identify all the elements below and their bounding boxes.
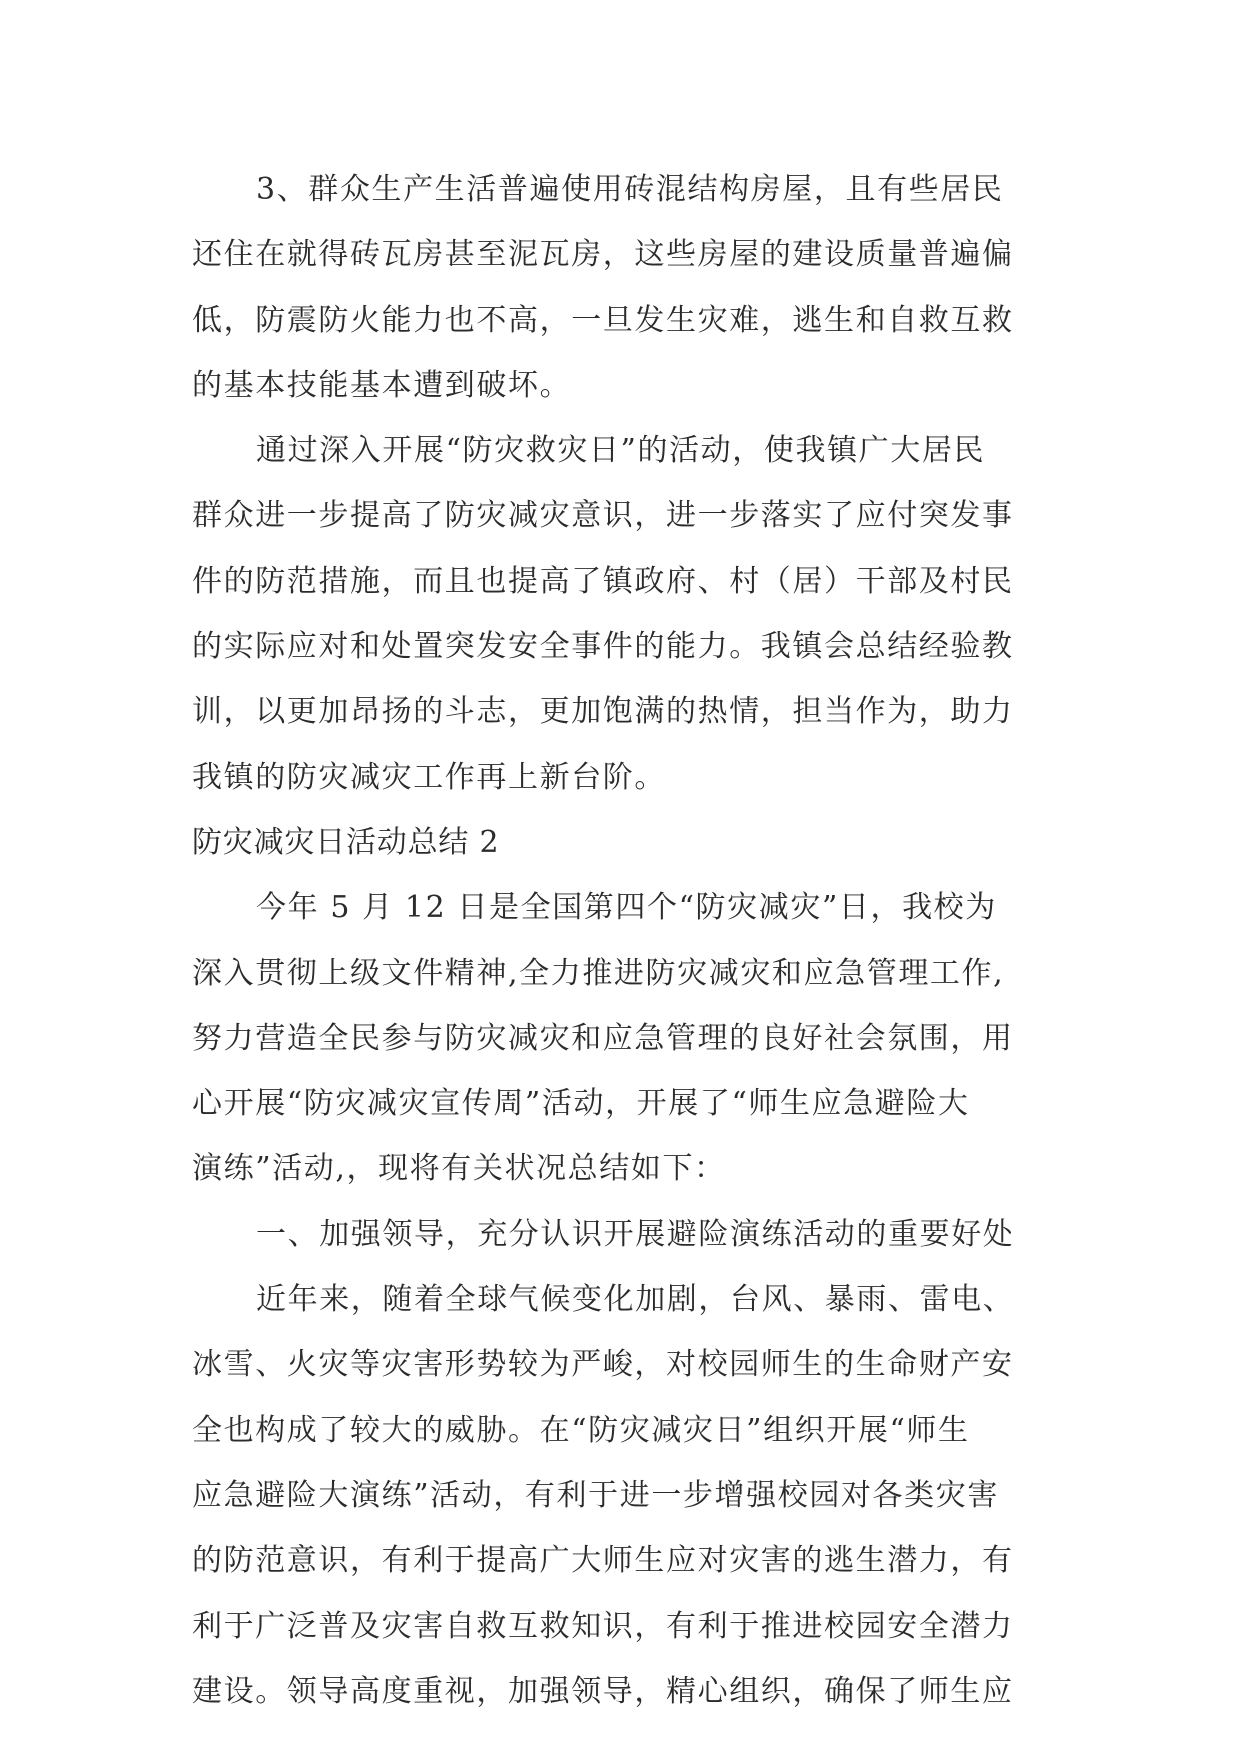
text-line: 低，防震防火能力也不高，一旦发生灾难，逃生和自救互救 [192,302,1014,338]
text-line: 演练”活动,，现将有关状况总结如下： [192,1151,726,1187]
text-line: 还住在就得砖瓦房甚至泥瓦房，这些房屋的建设质量普遍偏 [192,237,1014,273]
text-line: 件的防范措施，而且也提高了镇政府、村（居）干部及村民 [192,563,1014,599]
text-line: 3、群众生产生活普遍使用砖混结构房屋，且有些居民 [256,172,1004,207]
text-line: 冰雪、火灾等灾害形势较为严峻，对校园师生的生命财产安 [192,1347,1014,1383]
text-line: 努力营造全民参与防灾减灾和应急管理的良好社会氛围，用 [192,1020,1014,1056]
paragraph-1 [192,157,1052,418]
heading-text: 防灾减灾日活动总结 2 [192,824,500,860]
paragraph-5 [192,1267,1052,1724]
text-line: 的实际应对和处置突发安全事件的能力。我镇会总结经验教 [192,629,1014,665]
paragraph-4 [192,1202,1052,1267]
text-line: 利于广泛普及灾害自救互救知识，有利于推进校园安全潜力 [192,1608,1014,1644]
text-line: 全也构成了较大的威胁。在“防灾减灾日”组织开展“师生 [192,1412,970,1448]
text-line: 群众进一步提高了防灾减灾意识，进一步落实了应付突发事 [192,498,1014,534]
text-line: 一、加强领导，充分认识开展避险演练活动的重要好处 [256,1216,1015,1252]
text-line: 训，以更加昂扬的斗志，更加饱满的热情，担当作为，助力 [192,694,1014,730]
text-line: 通过深入开展“防灾救灾日”的活动，使我镇广大居民 [256,433,986,469]
text-line: 建设。领导高度重视，加强领导，精心组织，确保了师生应 [192,1673,1014,1709]
text-line: 的防范意识，有利于提高广大师生应对灾害的逃生潜力，有 [192,1543,1014,1579]
text-line: 应急避险大演练”活动，有利于进一步增强校园对各类灾害 [192,1477,999,1513]
text-line: 心开展“防灾减灾宣传周”活动，开展了“师生应急避险大 [192,1086,970,1122]
text-line: 的基本技能基本遭到破坏。 [192,367,572,403]
text-line: 今年 5 月 12 日是全国第四个“防灾减灾”日，我校为 [256,890,997,926]
text-line: 我镇的防灾减灾工作再上新台阶。 [192,759,666,795]
text-line: 近年来，随着全球气候变化加剧，台风、暴雨、雷电、 [256,1282,1015,1318]
document-body [192,157,1052,1724]
paragraph-2 [192,418,1052,810]
text-line: 深入贯彻上级文件精神,全力推进防灾减灾和应急管理工作, [192,955,1005,991]
paragraph-3 [192,875,1052,1201]
section-heading [192,810,1052,875]
